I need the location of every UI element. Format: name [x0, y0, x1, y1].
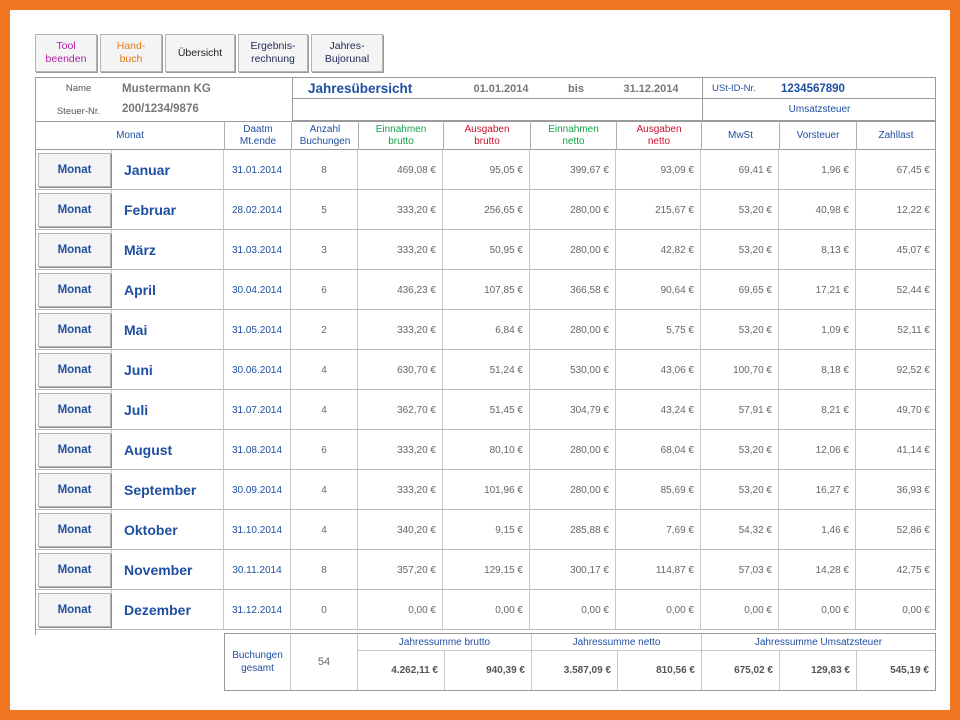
col-einnahmen-netto: Einnahmen netto	[531, 121, 617, 150]
cell-count: 8	[291, 150, 358, 190]
cell-ausgaben-netto: 93,09 €	[616, 150, 701, 190]
jahresbujournal-button[interactable]: Jahres- Bujorunal	[311, 34, 383, 72]
cell-zahllast: 45,07 €	[896, 244, 930, 256]
cell-einnahmen-netto: 285,88 €	[530, 510, 616, 550]
page-title: Jahresübersicht	[308, 81, 413, 96]
table-row	[35, 190, 936, 230]
month-button-cell	[35, 510, 112, 550]
cell-ausgaben-netto: 7,69 €	[616, 510, 701, 550]
jahressumme-ust-label: Jahressumme Umsatzsteuer	[702, 634, 935, 651]
header-block	[35, 77, 936, 150]
cell-zahllast: 0,00 €	[902, 604, 930, 616]
cell-vorsteuer: 17,21 €	[779, 270, 856, 310]
cell-vorsteuer: 8,13 €	[779, 230, 856, 270]
sum-einnahmen-netto: 3.587,09 €	[532, 651, 618, 690]
cell-ausgaben-netto: 90,64 €	[616, 270, 701, 310]
tool-beenden-button[interactable]: Tool beenden	[35, 34, 97, 72]
cell-zahllast: 92,52 €	[896, 364, 930, 376]
month-name: Dezember	[112, 590, 224, 630]
cell-einnahmen-netto: 399,67 €	[530, 150, 616, 190]
month-name: April	[112, 270, 224, 310]
col-anzahl: Anzahl Buchungen	[292, 121, 359, 150]
date-to: 31.12.2014	[623, 82, 679, 95]
cell-einnahmen-brutto: 469,08 €	[358, 150, 443, 190]
cell-zahllast: 52,44 €	[896, 284, 930, 296]
cell-ausgaben-brutto: 256,65 €	[443, 190, 530, 230]
cell-mwst: 53,20 €	[701, 310, 779, 350]
cell-einnahmen-brutto: 333,20 €	[358, 230, 443, 270]
month-button-cell	[35, 150, 112, 190]
month-name: Mai	[112, 310, 224, 350]
cell-einnahmen-netto: 300,17 €	[530, 550, 616, 590]
monat-button[interactable]: Monat	[38, 593, 111, 627]
cell-einnahmen-brutto: 630,70 €	[358, 350, 443, 390]
cell-ausgaben-netto: 85,69 €	[616, 470, 701, 510]
cell-ausgaben-brutto: 95,05 €	[443, 150, 530, 190]
month-button-cell	[35, 550, 112, 590]
cell-einnahmen-netto: 280,00 €	[530, 310, 616, 350]
jahressumme-netto-label: Jahressumme netto	[532, 634, 702, 651]
monat-button[interactable]: Monat	[38, 433, 111, 467]
cell-mwst: 69,65 €	[701, 270, 779, 310]
cell-count: 8	[291, 550, 358, 590]
cell-einnahmen-brutto: 333,20 €	[358, 470, 443, 510]
monat-button[interactable]: Monat	[38, 553, 111, 587]
cell-zahllast: 52,11 €	[897, 324, 930, 336]
cell-zahllast: 42,75 €	[896, 564, 930, 576]
table-left-border	[35, 150, 36, 635]
cell-count: 0	[291, 590, 358, 630]
month-button-cell	[35, 470, 112, 510]
col-mwst: MwSt	[702, 121, 780, 150]
table-row	[35, 350, 936, 390]
table-row	[35, 310, 936, 350]
cell-einnahmen-brutto: 333,20 €	[358, 190, 443, 230]
cell-mwst: 53,20 €	[701, 470, 779, 510]
cell-count: 4	[291, 510, 358, 550]
cell-einnahmen-brutto: 333,20 €	[358, 310, 443, 350]
cell-einnahmen-netto: 366,58 €	[530, 270, 616, 310]
cell-zahllast: 67,45 €	[896, 164, 930, 176]
cell-einnahmen-netto: 280,00 €	[530, 190, 616, 230]
steuer-nr-value: 200/1234/9876	[122, 103, 199, 115]
month-button-cell	[35, 190, 112, 230]
ust-id-label: USt-ID-Nr.	[712, 83, 756, 94]
date-from: 01.01.2014	[473, 82, 529, 95]
month-name: Oktober	[112, 510, 224, 550]
month-name: Januar	[112, 150, 224, 190]
cell-vorsteuer: 14,28 €	[779, 550, 856, 590]
cell-vorsteuer: 1,96 €	[779, 150, 856, 190]
sum-ausgaben-netto: 810,56 €	[618, 651, 702, 690]
cell-ausgaben-netto: 42,82 €	[616, 230, 701, 270]
ergebnisrechnung-button[interactable]: Ergebnis- rechnung	[238, 34, 308, 72]
col-ausgaben-brutto: Ausgaben brutto	[444, 121, 531, 150]
month-name: Juni	[112, 350, 224, 390]
cell-count: 2	[291, 310, 358, 350]
cell-ausgaben-brutto: 129,15 €	[443, 550, 530, 590]
handbuch-button[interactable]: Hand- buch	[100, 34, 162, 72]
month-button-cell	[35, 270, 112, 310]
cell-zahllast: 41,14 €	[896, 444, 930, 456]
month-name: September	[112, 470, 224, 510]
buchungen-gesamt-value: 54	[291, 634, 358, 690]
cell-date: 28.02.2014	[224, 190, 291, 230]
cell-ausgaben-brutto: 51,45 €	[443, 390, 530, 430]
cell-ausgaben-brutto: 107,85 €	[443, 270, 530, 310]
sum-mwst: 675,02 €	[702, 651, 780, 690]
cell-vorsteuer: 1,46 €	[779, 510, 856, 550]
cell-einnahmen-netto: 280,00 €	[530, 470, 616, 510]
table-row	[35, 430, 936, 470]
cell-vorsteuer: 40,98 €	[779, 190, 856, 230]
month-name: März	[112, 230, 224, 270]
cell-mwst: 57,91 €	[701, 390, 779, 430]
cell-einnahmen-netto: 280,00 €	[530, 230, 616, 270]
month-button-cell	[35, 310, 112, 350]
cell-ausgaben-netto: 43,24 €	[616, 390, 701, 430]
month-button-cell	[35, 590, 112, 630]
monat-button[interactable]: Monat	[38, 353, 111, 387]
monat-button[interactable]: Monat	[38, 153, 111, 187]
sum-ausgaben-brutto: 940,39 €	[445, 651, 532, 690]
col-monat: Monat	[36, 121, 225, 150]
ust-id-value: 1234567890	[781, 82, 845, 95]
table-row	[35, 270, 936, 310]
cell-count: 6	[291, 430, 358, 470]
monat-button[interactable]: Monat	[38, 193, 111, 227]
month-name: August	[112, 430, 224, 470]
summary-block	[224, 633, 936, 691]
cell-ausgaben-netto: 215,67 €	[616, 190, 701, 230]
col-einnahmen-brutto: Einnahmen brutto	[359, 121, 444, 150]
cell-mwst: 57,03 €	[701, 550, 779, 590]
cell-zahllast: 12,22 €	[896, 204, 930, 216]
cell-date: 31.08.2014	[224, 430, 291, 470]
col-vorsteuer: Vorsteuer	[780, 121, 857, 150]
table-row	[35, 590, 936, 630]
monat-button[interactable]: Monat	[38, 273, 111, 307]
cell-ausgaben-brutto: 9,15 €	[443, 510, 530, 550]
month-name: November	[112, 550, 224, 590]
cell-mwst: 53,20 €	[701, 230, 779, 270]
table-row	[35, 150, 936, 190]
cell-ausgaben-brutto: 6,84 €	[443, 310, 530, 350]
col-zahllast: Zahllast	[878, 130, 914, 141]
cell-date: 31.01.2014	[224, 150, 291, 190]
col-datum: Daatm Mt.ende	[225, 121, 292, 150]
monat-button[interactable]: Monat	[38, 513, 111, 547]
cell-ausgaben-netto: 5,75 €	[616, 310, 701, 350]
monat-button[interactable]: Monat	[38, 313, 111, 347]
cell-date: 30.04.2014	[224, 270, 291, 310]
cell-ausgaben-netto: 68,04 €	[616, 430, 701, 470]
cell-vorsteuer: 8,18 €	[779, 350, 856, 390]
month-button-cell	[35, 230, 112, 270]
cell-mwst: 100,70 €	[701, 350, 779, 390]
monat-button[interactable]: Monat	[38, 473, 111, 507]
cell-einnahmen-netto: 304,79 €	[530, 390, 616, 430]
blank-strip	[292, 99, 702, 121]
cell-date: 31.12.2014	[224, 590, 291, 630]
cell-mwst: 69,41 €	[701, 150, 779, 190]
cell-count: 4	[291, 350, 358, 390]
toolbar	[35, 34, 386, 72]
cell-count: 5	[291, 190, 358, 230]
name-label: Name	[65, 83, 92, 94]
table-row	[35, 390, 936, 430]
cell-vorsteuer: 8,21 €	[779, 390, 856, 430]
cell-ausgaben-netto: 43,06 €	[616, 350, 701, 390]
col-ausgaben-netto: Ausgaben netto	[617, 121, 702, 150]
month-name: Februar	[112, 190, 224, 230]
sum-vorsteuer: 129,83 €	[780, 651, 857, 690]
table-right-border	[935, 150, 936, 630]
cell-date: 31.07.2014	[224, 390, 291, 430]
cell-mwst: 53,20 €	[701, 430, 779, 470]
cell-einnahmen-brutto: 333,20 €	[358, 430, 443, 470]
cell-einnahmen-brutto: 362,70 €	[358, 390, 443, 430]
cell-count: 4	[291, 470, 358, 510]
month-button-cell	[35, 350, 112, 390]
cell-einnahmen-brutto: 0,00 €	[358, 590, 443, 630]
cell-einnahmen-brutto: 357,20 €	[358, 550, 443, 590]
bis-label: bis	[568, 82, 584, 95]
jahressumme-brutto-label: Jahressumme brutto	[358, 634, 532, 651]
cell-count: 3	[291, 230, 358, 270]
table-row	[35, 510, 936, 550]
month-name: Juli	[112, 390, 224, 430]
cell-ausgaben-brutto: 51,24 €	[443, 350, 530, 390]
cell-ausgaben-brutto: 0,00 €	[443, 590, 530, 630]
cell-vorsteuer: 12,06 €	[779, 430, 856, 470]
cell-date: 31.10.2014	[224, 510, 291, 550]
month-button-cell	[35, 430, 112, 470]
uebersicht-button[interactable]: Übersicht	[165, 34, 235, 72]
umsatzsteuer-label: Umsatzsteuer	[702, 99, 936, 121]
cell-ausgaben-netto: 114,87 €	[616, 550, 701, 590]
cell-zahllast: 52,86 €	[896, 524, 930, 536]
sum-zahllast: 545,19 €	[890, 665, 929, 676]
cell-einnahmen-brutto: 340,20 €	[358, 510, 443, 550]
cell-einnahmen-netto: 530,00 €	[530, 350, 616, 390]
cell-count: 4	[291, 390, 358, 430]
table-row	[35, 470, 936, 510]
cell-einnahmen-netto: 0,00 €	[530, 590, 616, 630]
cell-ausgaben-brutto: 101,96 €	[443, 470, 530, 510]
monat-button[interactable]: Monat	[38, 393, 111, 427]
sum-einnahmen-brutto: 4.262,11 €	[358, 651, 445, 690]
cell-date: 30.06.2014	[224, 350, 291, 390]
cell-einnahmen-brutto: 436,23 €	[358, 270, 443, 310]
month-button-cell	[35, 390, 112, 430]
table-row	[35, 550, 936, 590]
monat-button[interactable]: Monat	[38, 233, 111, 267]
steuer-nr-label: Steuer-Nr.	[56, 105, 101, 117]
cell-ausgaben-brutto: 80,10 €	[443, 430, 530, 470]
cell-vorsteuer: 16,27 €	[779, 470, 856, 510]
cell-vorsteuer: 1,09 €	[779, 310, 856, 350]
cell-ausgaben-brutto: 50,95 €	[443, 230, 530, 270]
cell-date: 30.09.2014	[224, 470, 291, 510]
cell-date: 31.05.2014	[224, 310, 291, 350]
name-value: Mustermann KG	[122, 82, 211, 95]
cell-mwst: 53,20 €	[701, 190, 779, 230]
table-row	[35, 230, 936, 270]
cell-date: 31.03.2014	[224, 230, 291, 270]
cell-vorsteuer: 0,00 €	[779, 590, 856, 630]
cell-date: 30.11.2014	[224, 550, 291, 590]
cell-zahllast: 49,70 €	[896, 404, 930, 416]
cell-zahllast: 36,93 €	[896, 484, 930, 496]
cell-count: 6	[291, 270, 358, 310]
buchungen-gesamt-label: Buchungen gesamt	[225, 634, 291, 690]
cell-einnahmen-netto: 280,00 €	[530, 430, 616, 470]
cell-ausgaben-netto: 0,00 €	[616, 590, 701, 630]
cell-mwst: 0,00 €	[701, 590, 779, 630]
cell-mwst: 54,32 €	[701, 510, 779, 550]
